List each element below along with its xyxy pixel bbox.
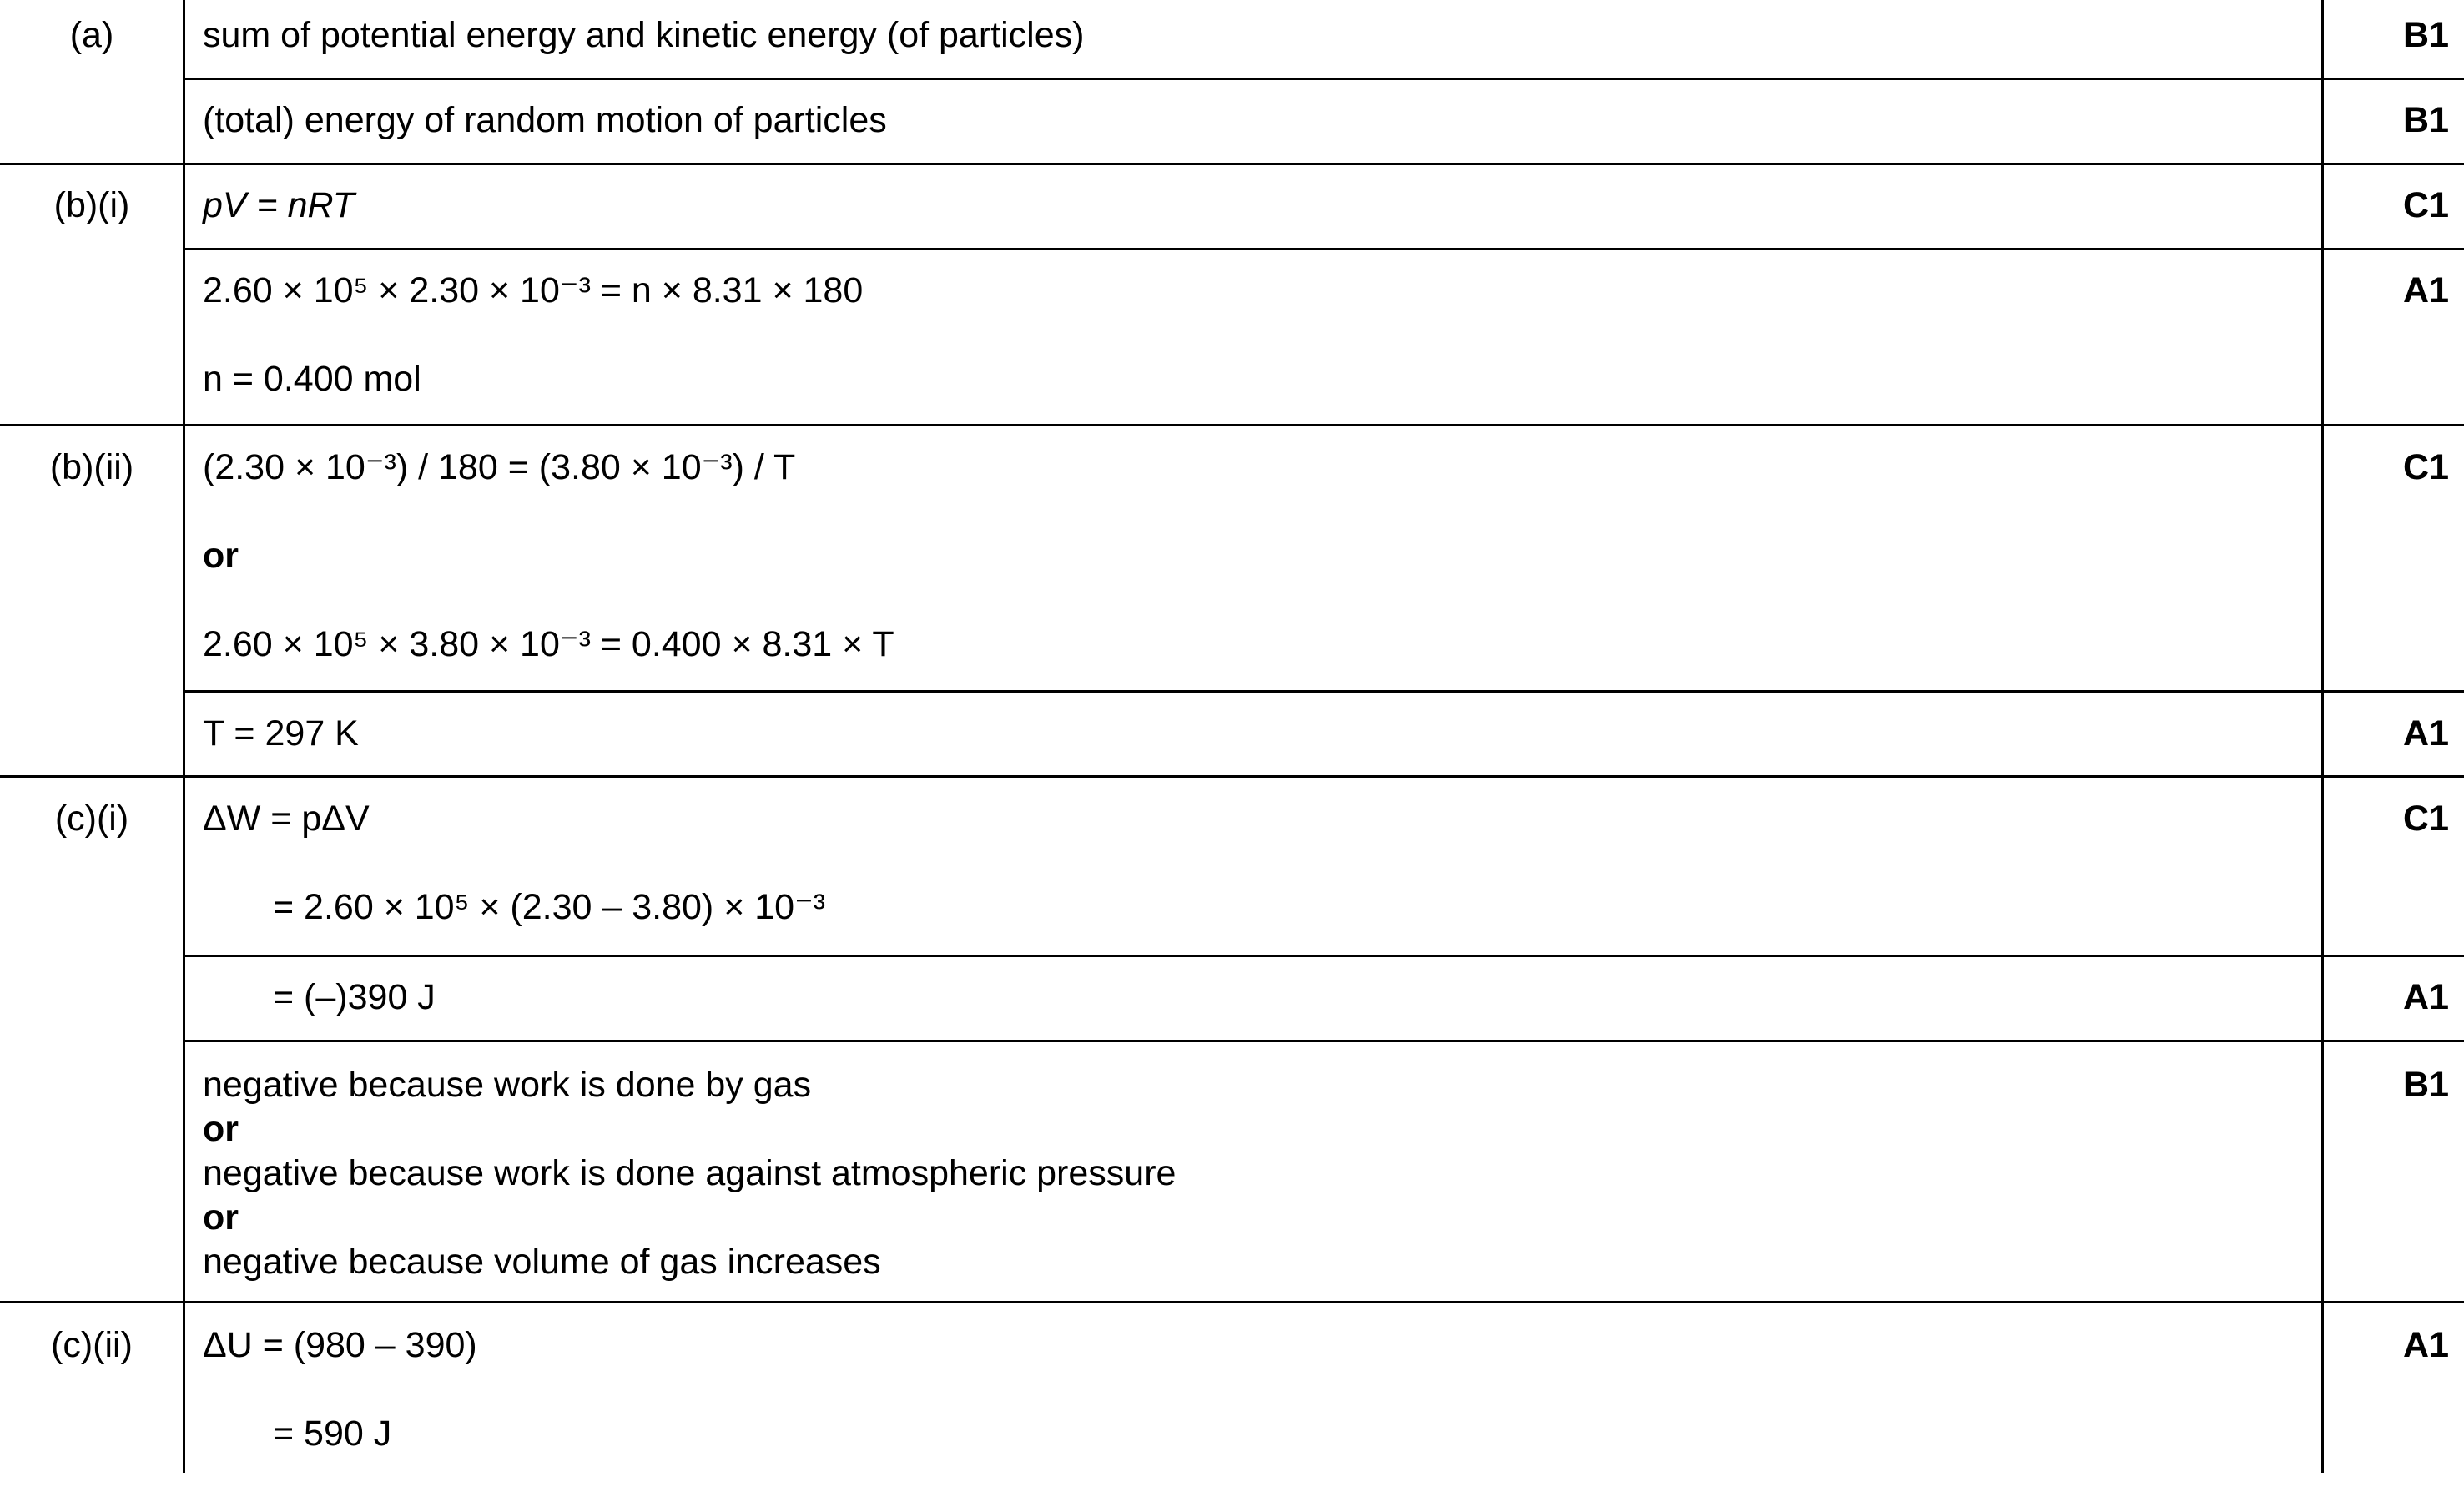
question-label-c-ii: (c)(ii) <box>51 1325 133 1365</box>
answer-working <box>203 1320 477 1497</box>
mark-label: A1 <box>2403 977 2449 1017</box>
alternative-line: negative because work is done by gas <box>203 1065 812 1105</box>
working-line: = 2.60 × 10⁵ × (2.30 – 3.80) × 10⁻³ <box>273 887 826 927</box>
alternative-line: negative because work is done against atmospheric pressure <box>203 1153 1177 1193</box>
or-connector: or <box>203 536 239 576</box>
working-line: n = 0.400 mol <box>203 359 421 399</box>
mark-label: A1 <box>2403 713 2449 754</box>
working-line: 2.60 × 10⁵ × 3.80 × 10⁻³ = 0.400 × 8.31 × T <box>203 624 894 664</box>
question-label-c-i: (c)(i) <box>54 799 129 839</box>
answer-working <box>203 442 894 708</box>
answer-working <box>203 794 825 970</box>
answer-text: T = 297 K <box>203 713 359 754</box>
mark-label: C1 <box>2403 185 2449 225</box>
alternative-line: negative because volume of gas increases <box>203 1242 881 1282</box>
equation-ideal-gas: pV = nRT <box>203 185 355 225</box>
working-line: ΔW = pΔV <box>203 799 370 839</box>
row-divider <box>184 1040 2464 1042</box>
mark-label: B1 <box>2403 15 2449 55</box>
or-connector: or <box>203 1197 239 1237</box>
mark-label: C1 <box>2403 447 2449 487</box>
answer-text: = (–)390 J <box>273 977 436 1017</box>
mark-label: A1 <box>2403 1325 2449 1365</box>
mark-label: B1 <box>2403 1065 2449 1105</box>
question-label-a: (a) <box>69 15 114 55</box>
mark-label: A1 <box>2403 270 2449 310</box>
working-line: 2.60 × 10⁵ × 2.30 × 10⁻³ = n × 8.31 × 180 <box>203 270 864 310</box>
answer-text: (total) energy of random motion of particles <box>203 100 887 140</box>
answer-text: sum of potential energy and kinetic energy (of particles) <box>203 15 1085 55</box>
mark-label: B1 <box>2403 100 2449 140</box>
mark-label: C1 <box>2403 799 2449 839</box>
row-divider <box>0 163 2464 165</box>
question-label-b-ii: (b)(ii) <box>49 447 134 487</box>
question-label-b-i: (b)(i) <box>53 185 130 225</box>
answer-alternatives <box>203 1060 1176 1281</box>
working-line: (2.30 × 10⁻³) / 180 = (3.80 × 10⁻³) / T <box>203 447 796 487</box>
row-divider <box>184 248 2464 250</box>
row-divider <box>184 78 2464 80</box>
working-line: = 590 J <box>273 1414 392 1454</box>
or-connector: or <box>203 1109 239 1149</box>
row-divider <box>0 775 2464 778</box>
working-line: ΔU = (980 – 390) <box>203 1325 477 1365</box>
row-divider <box>0 1301 2464 1303</box>
answer-working <box>203 265 863 442</box>
